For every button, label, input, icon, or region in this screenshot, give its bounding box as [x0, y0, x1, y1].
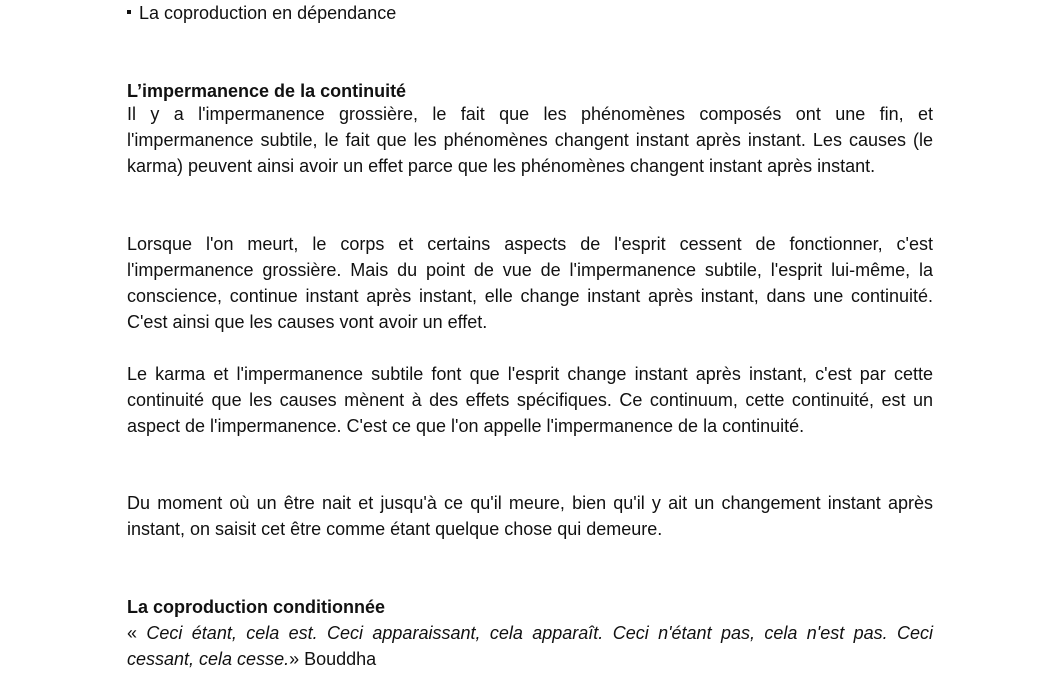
paragraph-2: Lorsque l'on meurt, le corps et certains aspects de l'esprit cessent de fonctionner, c'est l'impermanence grossière. Mais du point de vue de l'impermanence subtile, l'esprit lui-même, la conscience, continue instant après instant, elle change instant après instant, dans une continuité. C'est ainsi que les causes vont avoir un effet.	[127, 234, 933, 332]
section-heading-impermanence: L’impermanence de la continuité	[127, 81, 407, 101]
paragraph-4: Du moment où un être nait et jusqu'à ce qu'il meure, bien qu'il y ait un changement instant après instant, on saisit cet être comme étant quelque chose qui demeure.	[127, 493, 933, 539]
paragraph-1: Il y a l'impermanence grossière, le fait que les phénomènes composés ont une fin, et l'impermanence subtile, le fait que les phénomènes changent instant après instant. Les causes (le karma) peuvent ainsi avoir un effet parce que les phénomènes changent instant après instant.	[127, 104, 933, 176]
quote-open-mark: «	[127, 623, 147, 643]
bullet-item	[127, 3, 396, 23]
quote-text: Ceci étant, cela est. Ceci apparaissant, cela apparaît. Ceci n'étant pas, cela n'est pas. Ceci cessant, cela cesse.	[127, 623, 934, 669]
bullet-text: La coproduction en dépendance	[139, 3, 397, 23]
quote-paragraph	[127, 620, 933, 672]
quote-close-mark: »	[289, 649, 305, 669]
section-heading-coproduction: La coproduction conditionnée	[127, 597, 385, 617]
quote-author: Bouddha	[304, 649, 377, 669]
bullet-marker	[127, 10, 131, 14]
paragraph-3: Le karma et l'impermanence subtile font que l'esprit change instant après instant, c'est par cette continuité que les causes mènent à des effets spécifiques. Ce continuum, cette continuité, est un aspect de l'impermanence. C'est ce que l'on appelle l'impermanence de la continuité.	[127, 364, 933, 436]
